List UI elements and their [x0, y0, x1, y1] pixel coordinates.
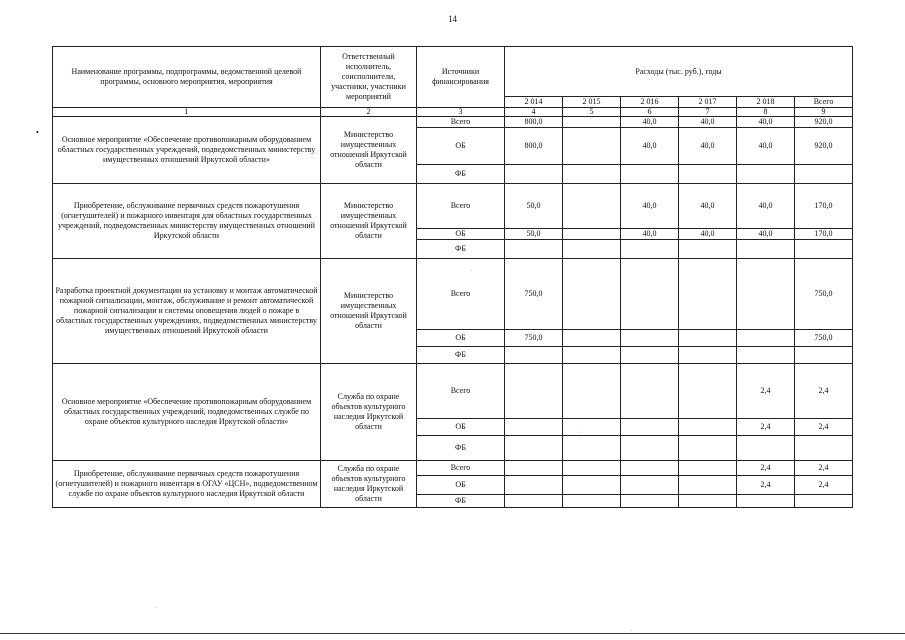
value-cell: 40,0: [621, 128, 679, 165]
value-cell: 40,0: [679, 128, 737, 165]
source-cell: ФБ: [417, 436, 505, 461]
value-cell: [563, 419, 621, 436]
value-cell: 2,4: [795, 461, 853, 476]
year-header: 2 017: [679, 97, 737, 108]
value-cell: [563, 117, 621, 128]
source-cell: ФБ: [417, 495, 505, 508]
year-header: 2 014: [505, 97, 563, 108]
source-cell: ФБ: [417, 240, 505, 259]
source-cell: Всего: [417, 461, 505, 476]
table-row: [53, 117, 853, 128]
value-cell: 920,0: [795, 117, 853, 128]
value-cell: 2,4: [737, 461, 795, 476]
value-cell: [795, 436, 853, 461]
executor-cell: Министерство имущественных отношений Иркутской области: [321, 184, 417, 259]
value-cell: [563, 347, 621, 364]
program-name-cell: Приобретение, обслуживание первичных средств пожаротушения (огнетушителей) и пожарного инвентаря для областных государственных учреждений, подведомственных министерству имущественных отношений Иркутской области: [53, 184, 321, 259]
value-cell: [737, 436, 795, 461]
value-cell: 50,0: [505, 184, 563, 229]
executor-cell: Министерство имущественных отношений Иркутской области: [321, 259, 417, 364]
value-cell: 2,4: [795, 419, 853, 436]
source-cell: ОБ: [417, 419, 505, 436]
value-cell: [737, 495, 795, 508]
value-cell: [505, 461, 563, 476]
index-cell: 7: [679, 108, 737, 117]
value-cell: [621, 419, 679, 436]
program-name-cell: Разработка проектной документации на установку и монтаж автоматической пожарной сигнализации, монтаж, обслуживание и ремонт автоматической пожарной сигнализации и системы оповещения людей о пожаре в областных государственных учреждениях, подведомственных министерству имущественных отношений Иркутской области: [53, 259, 321, 364]
value-cell: [679, 240, 737, 259]
executor-cell: Министерство имущественных отношений Иркутской области: [321, 117, 417, 184]
value-cell: [621, 476, 679, 495]
year-header: 2 015: [563, 97, 621, 108]
value-cell: [563, 436, 621, 461]
year-header: 2 016: [621, 97, 679, 108]
index-cell: 1: [53, 108, 321, 117]
index-cell: 2: [321, 108, 417, 117]
value-cell: [795, 347, 853, 364]
value-cell: [505, 240, 563, 259]
value-cell: [679, 259, 737, 330]
value-cell: [563, 165, 621, 184]
source-cell: Всего: [417, 364, 505, 419]
value-cell: [621, 259, 679, 330]
table-row: [53, 461, 853, 476]
value-cell: 800,0: [505, 128, 563, 165]
value-cell: 50,0: [505, 229, 563, 240]
value-cell: 800,0: [505, 117, 563, 128]
value-cell: [621, 347, 679, 364]
index-cell: 5: [563, 108, 621, 117]
value-cell: [679, 495, 737, 508]
executor-cell: Служба по охране объектов культурного наследия Иркутской области: [321, 461, 417, 508]
executor-cell: Служба по охране объектов культурного наследия Иркутской области: [321, 364, 417, 461]
value-cell: [621, 240, 679, 259]
source-cell: ОБ: [417, 330, 505, 347]
value-cell: 40,0: [679, 184, 737, 229]
value-cell: 2,4: [795, 364, 853, 419]
scan-speck: ·: [580, 430, 582, 436]
value-cell: [795, 165, 853, 184]
value-cell: 40,0: [737, 229, 795, 240]
scan-edge: [0, 633, 905, 634]
value-cell: [505, 436, 563, 461]
index-cell: 3: [417, 108, 505, 117]
value-cell: 40,0: [679, 117, 737, 128]
value-cell: 750,0: [505, 259, 563, 330]
value-cell: [737, 347, 795, 364]
index-cell: 9: [795, 108, 853, 117]
table-row: [53, 259, 853, 330]
value-cell: [679, 461, 737, 476]
value-cell: 2,4: [737, 364, 795, 419]
header-sources: Источники финансирования: [417, 47, 505, 108]
value-cell: [505, 419, 563, 436]
year-header: Всего: [795, 97, 853, 108]
header-row: [53, 47, 853, 97]
value-cell: 750,0: [505, 330, 563, 347]
value-cell: [737, 330, 795, 347]
source-cell: ОБ: [417, 229, 505, 240]
value-cell: [621, 165, 679, 184]
value-cell: [679, 165, 737, 184]
source-cell: Всего: [417, 184, 505, 229]
value-cell: [737, 240, 795, 259]
margin-mark: •: [36, 128, 39, 137]
index-cell: 6: [621, 108, 679, 117]
value-cell: [563, 364, 621, 419]
value-cell: [505, 476, 563, 495]
source-cell: Всего: [417, 259, 505, 330]
header-expenses: Расходы (тыс. руб.), годы: [505, 47, 853, 97]
value-cell: [621, 495, 679, 508]
value-cell: [621, 436, 679, 461]
value-cell: 40,0: [621, 184, 679, 229]
value-cell: 170,0: [795, 229, 853, 240]
value-cell: [679, 347, 737, 364]
value-cell: [795, 240, 853, 259]
value-cell: [679, 436, 737, 461]
value-cell: [563, 495, 621, 508]
value-cell: [679, 476, 737, 495]
value-cell: [563, 461, 621, 476]
value-cell: 2,4: [795, 476, 853, 495]
value-cell: 40,0: [737, 128, 795, 165]
value-cell: [563, 240, 621, 259]
table-row: [53, 184, 853, 229]
source-cell: Всего: [417, 117, 505, 128]
value-cell: [737, 165, 795, 184]
value-cell: 920,0: [795, 128, 853, 165]
value-cell: 750,0: [795, 330, 853, 347]
value-cell: 40,0: [621, 117, 679, 128]
index-row: [53, 108, 853, 117]
scan-speck: ·: [630, 628, 632, 634]
header-executor: Ответственный исполнитель, соисполнители, участники, участники мероприятий: [321, 47, 417, 108]
value-cell: 40,0: [621, 229, 679, 240]
value-cell: [621, 461, 679, 476]
value-cell: [563, 330, 621, 347]
value-cell: 40,0: [737, 117, 795, 128]
expenses-table: [52, 46, 853, 508]
value-cell: [563, 259, 621, 330]
value-cell: [621, 330, 679, 347]
source-cell: ОБ: [417, 128, 505, 165]
value-cell: 40,0: [737, 184, 795, 229]
value-cell: [679, 364, 737, 419]
value-cell: 2,4: [737, 419, 795, 436]
value-cell: [505, 347, 563, 364]
source-cell: ФБ: [417, 347, 505, 364]
index-cell: 8: [737, 108, 795, 117]
index-cell: 4: [505, 108, 563, 117]
value-cell: 170,0: [795, 184, 853, 229]
source-cell: ОБ: [417, 476, 505, 495]
value-cell: [563, 128, 621, 165]
value-cell: [505, 364, 563, 419]
program-name-cell: Приобретение, обслуживание первичных средств пожаротушения (огнетушителей) и пожарного инвентаря в ОГАУ «ЦСН», подведомственном службе по охране объектов культурного наследия Иркутской области: [53, 461, 321, 508]
page-number: 14: [448, 14, 457, 24]
scan-speck: ·: [470, 268, 472, 274]
year-header: 2 018: [737, 97, 795, 108]
value-cell: [795, 495, 853, 508]
value-cell: [505, 495, 563, 508]
value-cell: [737, 259, 795, 330]
scan-speck: ·: [155, 605, 157, 611]
value-cell: [679, 419, 737, 436]
value-cell: [679, 330, 737, 347]
value-cell: [563, 184, 621, 229]
source-cell: ФБ: [417, 165, 505, 184]
header-name: Наименование программы, подпрограммы, ведомственной целевой программы, основного мероприятия, мероприятия: [53, 47, 321, 108]
value-cell: [621, 364, 679, 419]
program-name-cell: Основное мероприятие «Обеспечение противопожарным оборудованием областных государственных учреждений, подведомственных службе по охране объектов культурного наследия Иркутской области»: [53, 364, 321, 461]
value-cell: 40,0: [679, 229, 737, 240]
table-row: [53, 364, 853, 419]
value-cell: 750,0: [795, 259, 853, 330]
value-cell: [563, 229, 621, 240]
value-cell: [563, 476, 621, 495]
value-cell: [505, 165, 563, 184]
value-cell: 2,4: [737, 476, 795, 495]
program-name-cell: Основное мероприятие «Обеспечение противопожарным оборудованием областных государственных учреждений, подведомственных министерству имущественных отношений Иркутской области»: [53, 117, 321, 184]
